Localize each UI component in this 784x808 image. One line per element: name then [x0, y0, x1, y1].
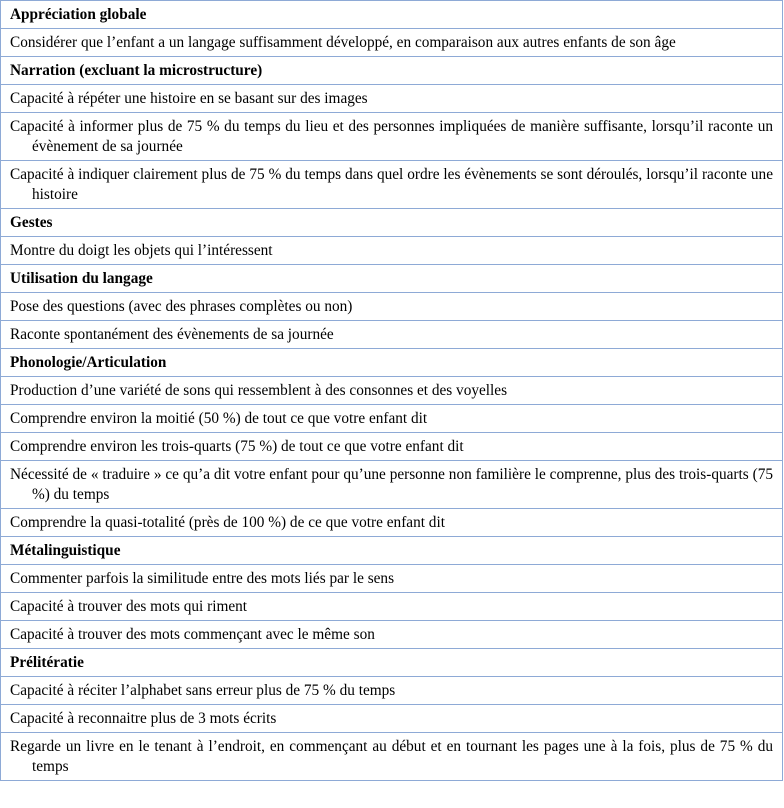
item-text: Considérer que l’enfant a un langage suffisamment développé, en comparaison aux autres enfants de son âge	[10, 34, 676, 51]
item-row	[1, 29, 783, 57]
item-cell	[1, 237, 783, 265]
section-header-row	[1, 209, 783, 237]
item-row	[1, 161, 783, 209]
item-cell	[1, 377, 783, 405]
item-cell	[1, 433, 783, 461]
item-cell	[1, 565, 783, 593]
item-row	[1, 621, 783, 649]
item-cell	[1, 621, 783, 649]
section-header-row	[1, 57, 783, 85]
item-text: Pose des questions (avec des phrases complètes ou non)	[10, 298, 353, 315]
section-header-row	[1, 649, 783, 677]
section-header-row	[1, 537, 783, 565]
item-cell	[1, 677, 783, 705]
item-text: Capacité à reconnaitre plus de 3 mots écrits	[10, 710, 277, 727]
item-cell	[1, 113, 783, 161]
item-row	[1, 377, 783, 405]
item-cell	[1, 509, 783, 537]
item-row	[1, 705, 783, 733]
item-cell	[1, 85, 783, 113]
questionnaire-table-body	[1, 1, 783, 781]
section-header-row	[1, 265, 783, 293]
item-row	[1, 565, 783, 593]
section-header-cell: Utilisation du langage	[1, 265, 783, 293]
item-row	[1, 237, 783, 265]
item-cell	[1, 321, 783, 349]
item-text: Capacité à réciter l’alphabet sans erreur plus de 75 % du temps	[10, 682, 396, 699]
item-text: Capacité à répéter une histoire en se basant sur des images	[10, 90, 368, 107]
section-header-cell: Narration (excluant la microstructure)	[1, 57, 783, 85]
item-row	[1, 677, 783, 705]
section-header-cell: Phonologie/Articulation	[1, 349, 783, 377]
item-cell	[1, 593, 783, 621]
item-text: Capacité à indiquer clairement plus de 75 % du temps dans quel ordre les évènements se sont déroulés, lorsqu’il raconte une histoire	[10, 166, 773, 203]
section-header-cell: Métalinguistique	[1, 537, 783, 565]
item-text: Nécessité de « traduire » ce qu’a dit votre enfant pour qu’une personne non familière le comprenne, plus des trois-quarts (75 %) du temps	[10, 466, 773, 503]
item-cell	[1, 733, 783, 781]
item-row	[1, 509, 783, 537]
item-cell	[1, 461, 783, 509]
item-cell	[1, 405, 783, 433]
section-header-cell: Gestes	[1, 209, 783, 237]
item-text: Comprendre environ les trois-quarts (75 %) de tout ce que votre enfant dit	[10, 438, 464, 455]
item-text: Raconte spontanément des évènements de sa journée	[10, 326, 334, 343]
section-header-cell: Prélitératie	[1, 649, 783, 677]
item-cell	[1, 705, 783, 733]
item-text: Comprendre la quasi-totalité (près de 100 %) de ce que votre enfant dit	[10, 514, 445, 531]
item-row	[1, 593, 783, 621]
item-text: Commenter parfois la similitude entre des mots liés par le sens	[10, 570, 395, 587]
section-header-row	[1, 349, 783, 377]
section-header-row	[1, 1, 783, 29]
item-row	[1, 293, 783, 321]
item-cell	[1, 293, 783, 321]
item-text: Capacité à trouver des mots commençant avec le même son	[10, 626, 375, 643]
section-header-cell: Appréciation globale	[1, 1, 783, 29]
item-row	[1, 405, 783, 433]
item-text: Capacité à trouver des mots qui riment	[10, 598, 248, 615]
item-cell	[1, 161, 783, 209]
item-row	[1, 461, 783, 509]
item-cell	[1, 29, 783, 57]
item-text: Capacité à informer plus de 75 % du temps du lieu et des personnes impliquées de manière suffisante, lorsqu’il raconte un évènement de sa journée	[10, 118, 773, 155]
item-text: Production d’une variété de sons qui ressemblent à des consonnes et des voyelles	[10, 382, 508, 399]
item-text: Regarde un livre en le tenant à l’endroit, en commençant au début et en tournant les pages une à la fois, plus de 75 % du temps	[10, 738, 773, 775]
item-text: Comprendre environ la moitié (50 %) de tout ce que votre enfant dit	[10, 410, 428, 427]
item-text: Montre du doigt les objets qui l’intéressent	[10, 242, 273, 259]
item-row	[1, 85, 783, 113]
item-row	[1, 433, 783, 461]
item-row	[1, 113, 783, 161]
item-row	[1, 733, 783, 781]
item-row	[1, 321, 783, 349]
